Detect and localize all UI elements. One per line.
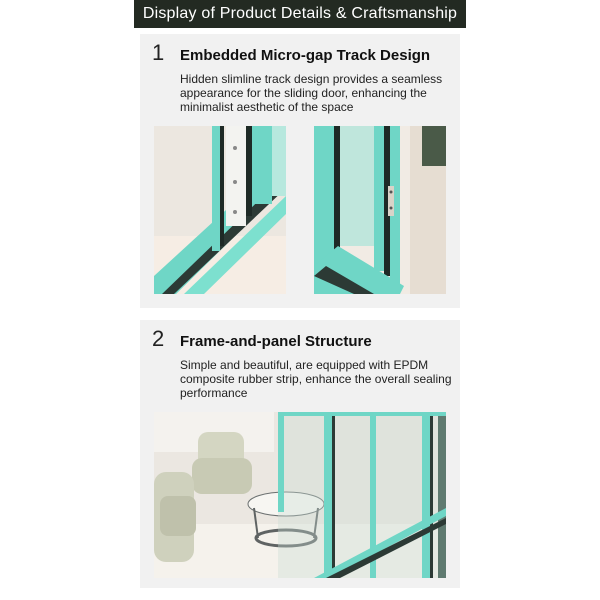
track-detail-photo-right: [314, 126, 446, 294]
section-card-1: [140, 34, 460, 308]
track-detail-photo-left: [154, 126, 286, 294]
section-card-2: [140, 320, 460, 588]
section-number: 2: [152, 326, 165, 351]
section-description: Hidden slimline track design provides a seamless appearance for the sliding door, enhancing the minimalist aesthetic of the space: [180, 72, 443, 114]
living-room-sliding-door-photo: [154, 412, 446, 578]
section-number: 1: [152, 40, 165, 65]
section-title: Frame-and-panel Structure: [180, 333, 372, 350]
page-header: [134, 0, 466, 28]
section-description: Simple and beautiful, are equipped with EPDM composite rubber strip, enhance the overall sealing performance: [180, 358, 452, 400]
header-title: Display of Product Details & Craftsmanship: [142, 5, 458, 22]
section-title: Embedded Micro-gap Track Design: [180, 47, 431, 64]
